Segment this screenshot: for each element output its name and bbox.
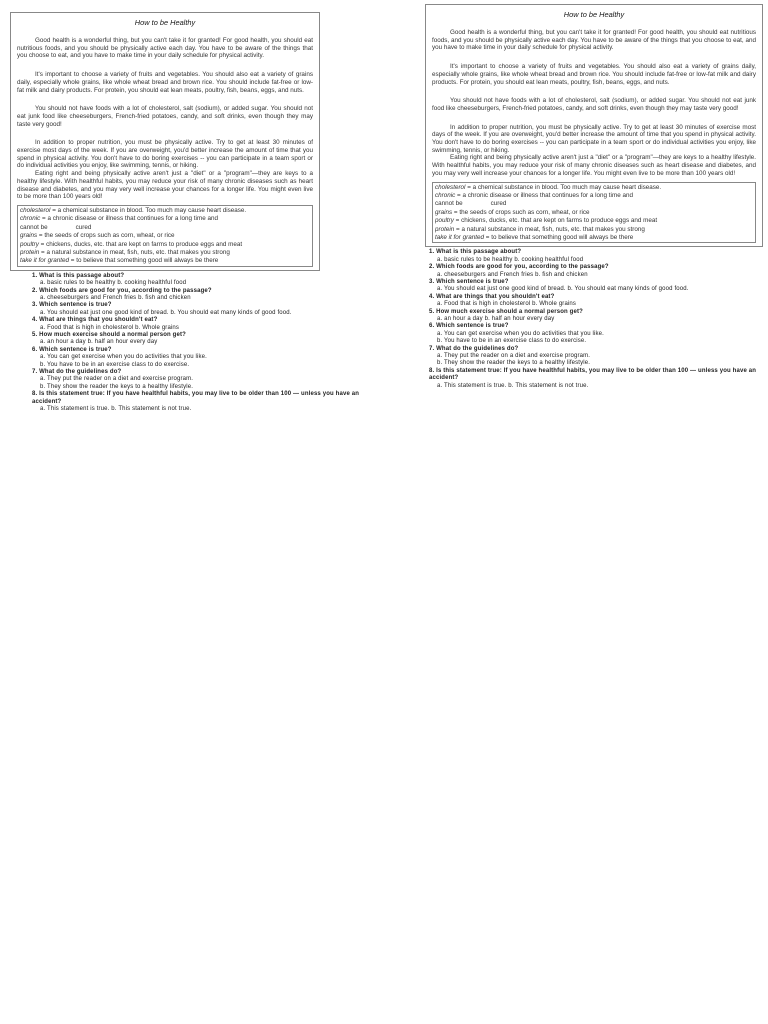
answer-options: a. This statement is true. b. This statement is not true. xyxy=(40,406,192,413)
answer-options: a. You should eat just one good kind of bread. b. You should eat many kinds of good food. xyxy=(437,286,689,293)
answer-options: a. basic rules to be healthy b. cooking healthful food xyxy=(437,256,584,263)
question: 3. Which sentence is true? xyxy=(429,279,509,286)
answer-options: b. They show the reader the keys to a healthy lifestyle. xyxy=(40,383,194,390)
question: 4. What are things that you shouldn't eat? xyxy=(429,293,555,300)
question: 6. Which sentence is true? xyxy=(429,323,509,330)
questions-list xyxy=(28,273,380,414)
glossary-box xyxy=(432,182,756,244)
glossary-row: protein = a natural substance in meat, fish, nuts, etc. that makes you strong xyxy=(435,225,645,233)
paragraph: You should not have foods with a lot of cholesterol, salt (sodium), or added sugar. You should not eat junk food like cheeseburgers, French-fried potatoes, candy, and soft drinks, even though they may taste very good! xyxy=(432,97,756,112)
answer-options: b. You have to be in an exercise class to do exercise. xyxy=(437,338,587,345)
glossary-row: protein = a natural substance in meat, fish, nuts, etc. that makes you strong xyxy=(20,248,230,256)
paragraph: You should not have foods with a lot of cholesterol, salt (sodium), or added sugar. You should not eat junk food like cheeseburgers, French-fried potatoes, candy, and soft drinks, even though they may taste very good! xyxy=(17,105,313,128)
glossary-row: grains = the seeds of crops such as corn, wheat, or rice xyxy=(435,208,590,216)
question: 1. What is this passage about? xyxy=(32,272,125,279)
glossary-row: grains = the seeds of crops such as corn, wheat, or rice xyxy=(20,232,175,240)
question: 6. Which sentence is true? xyxy=(32,346,112,353)
answer-options: a. They put the reader on a diet and exercise program. xyxy=(437,353,591,360)
paragraph: It's important to choose a variety of fruits and vegetables. You should also eat a variety of grains daily, especially whole grains, like whole wheat bread and brown rice. You should include fat-free or low-fat milk and dairy products. For protein, you should eat lean meats, poultry, fish, beans, eggs, and nuts. xyxy=(432,63,756,86)
answer-options: a. They put the reader on a diet and exercise program. xyxy=(40,376,194,383)
question: 3. Which sentence is true? xyxy=(32,302,112,309)
answer-options: a. cheeseburgers and French fries b. fish and chicken xyxy=(40,295,191,302)
paragraph: Eating right and being physically active aren't just a "diet" or a "program"—they are keys to a healthy lifestyle. With healthful habits, you may reduce your risk of many chronic diseases such as heart disease and diabetes, and you may very well increase your chances for a longer life. You might even live to be more than 100 years old! xyxy=(432,154,756,177)
paragraph: In addition to proper nutrition, you must be physically active. Try to get at least 30 minutes of exercise most days of the week. If you are overweight, you'd better increase the amount of time that you spend in physical activity. You don't have to do boring exercises -- you can participate in a team sport or do individual activities you enjoy, like swimming, tennis, or hiking. xyxy=(17,139,313,170)
answer-options: a. You can get exercise when you do activities that you like. xyxy=(437,330,604,337)
question: 5. How much exercise should a normal person get? xyxy=(32,332,186,339)
answer-options: a. an hour a day b. half an hour every day xyxy=(40,339,158,346)
glossary-row: cannot be cured xyxy=(435,200,507,208)
answer-options: b. You have to be in an exercise class to do exercise. xyxy=(40,361,190,368)
question: 1. What is this passage about? xyxy=(429,249,522,256)
passage-title: How to be Healthy xyxy=(134,18,196,27)
paragraph: In addition to proper nutrition, you must be physically active. Try to get at least 30 minutes of exercise most days of the week. If you are overweight, you'd better increase the amount of time that you spend in physical activity. You don't have to do boring exercises -- you can participate in a team sport or do individual activities you enjoy, like swimming, tennis, or hiking. xyxy=(432,123,756,154)
answer-options: a. basic rules to be healthy b. cooking healthful food xyxy=(40,280,187,287)
passage-box xyxy=(425,4,763,247)
glossary-row: chronic = a chronic disease or illness that continues for a long time and xyxy=(435,191,633,199)
glossary-row: poultry = chickens, ducks, etc. that are kept on farms to produce eggs and meat xyxy=(435,217,658,225)
question: 2. Which foods are good for you, according to the passage? xyxy=(429,264,609,271)
glossary-row: cholesterol = a chemical substance in blood. Too much may cause heart disease. xyxy=(435,183,662,191)
worksheet-copy-left xyxy=(10,12,380,414)
question: 7. What do the guidelines do? xyxy=(32,369,122,376)
answer-options: a. cheeseburgers and French fries b. fish and chicken xyxy=(437,271,588,278)
answer-options: a. Food that is high in cholesterol b. Whole grains xyxy=(40,324,180,331)
question: 5. How much exercise should a normal person get? xyxy=(429,308,583,315)
worksheet-copy-right xyxy=(425,4,763,390)
paragraph: Eating right and being physically active aren't just a "diet" or a "program"—they are keys to a healthy lifestyle. With healthful habits, you may reduce your risk of many chronic diseases such as heart disease and diabetes, and you may very well increase your chances for a longer life. You might even live to be more than 100 years old! xyxy=(17,170,313,201)
answer-options: a. You can get exercise when you do activities that you like. xyxy=(40,354,207,361)
glossary-row: take it for granted = to believe that something good will always be there xyxy=(20,257,219,265)
question: 7. What do the guidelines do? xyxy=(429,345,519,352)
glossary-row: poultry = chickens, ducks, etc. that are kept on farms to produce eggs and meat xyxy=(20,240,243,248)
glossary-row: cannot be cured xyxy=(20,223,92,231)
glossary-row: cholesterol = a chemical substance in blood. Too much may cause heart disease. xyxy=(20,206,247,214)
passage-title: How to be Healthy xyxy=(563,10,625,19)
question: 8. Is this statement true: If you have healthful habits, you may live to be older than 100 — unless you have an accident? xyxy=(32,391,360,405)
question: 8. Is this statement true: If you have healthful habits, you may live to be older than 100 — unless you have an accident? xyxy=(429,367,757,382)
paragraph: Good health is a wonderful thing, but you can't take it for granted! For good health, you should eat nutritious foods, and you should be physically active each day. You have to be aware of the things that you choose to eat, and you have to make time in your daily schedule for physical activity. xyxy=(17,37,313,60)
answer-options: a. You should eat just one good kind of bread. b. You should eat many kinds of good food. xyxy=(40,309,292,316)
questions-list xyxy=(425,249,763,390)
paragraph: It's important to choose a variety of fruits and vegetables. You should also eat a variety of grains daily, especially whole grains, like whole wheat bread and brown rice. You should include fat-free or low-fat milk and dairy products. For protein, you should eat lean meats, poultry, fish, beans, eggs, and nuts. xyxy=(17,71,313,94)
glossary-box xyxy=(17,205,313,267)
answer-options: a. This statement is true. b. This statement is not true. xyxy=(437,382,589,389)
question: 2. Which foods are good for you, according to the passage? xyxy=(32,287,212,294)
glossary-row: chronic = a chronic disease or illness that continues for a long time and xyxy=(20,215,218,223)
answer-options: b. They show the reader the keys to a healthy lifestyle. xyxy=(437,360,591,367)
glossary-row: take it for granted = to believe that something good will always be there xyxy=(435,233,634,241)
question: 4. What are things that you shouldn't eat? xyxy=(32,317,158,324)
passage-box xyxy=(10,12,320,271)
answer-options: a. Food that is high in cholesterol b. Whole grains xyxy=(437,301,577,308)
paragraph: Good health is a wonderful thing, but you can't take it for granted! For good health, you should eat nutritious foods, and you should be physically active each day. You have to be aware of the things that you choose to eat, and you have to make time in your daily schedule for physical activity. xyxy=(432,29,756,52)
answer-options: a. an hour a day b. half an hour every day xyxy=(437,316,555,323)
